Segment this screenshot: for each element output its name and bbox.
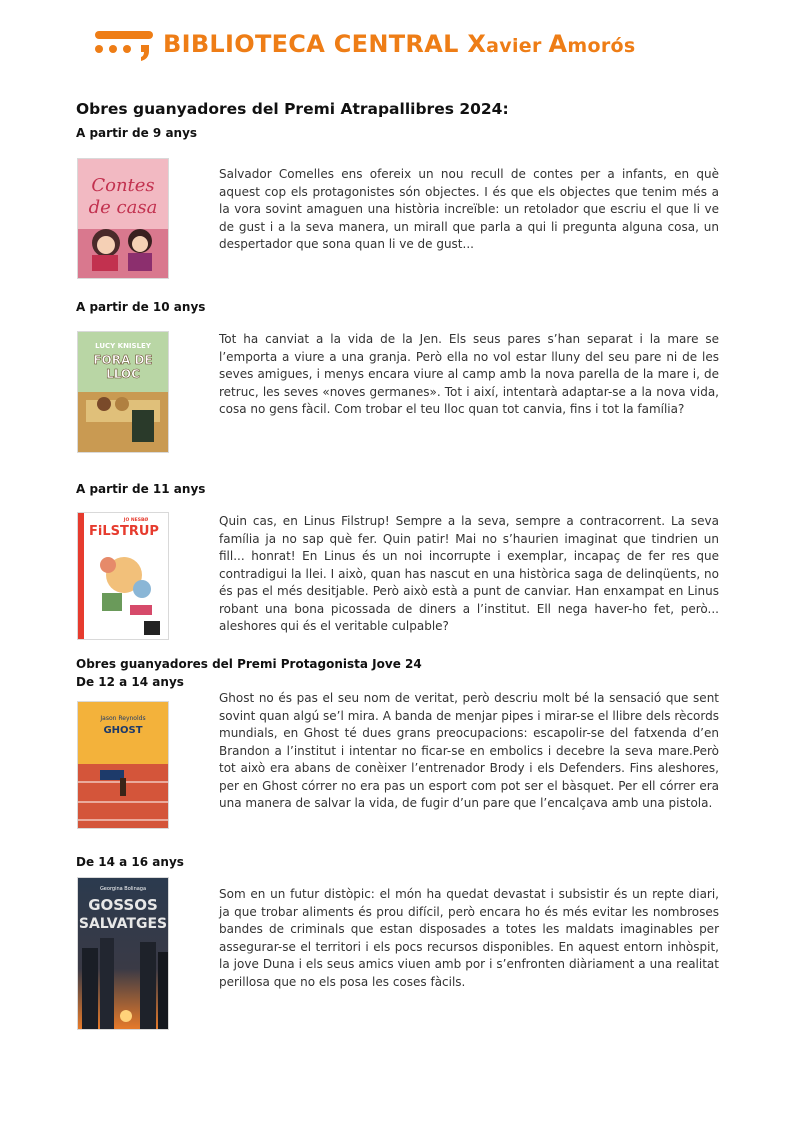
library-name: BIBLIOTECA CENTRAL Xavier Amorós [163,30,636,58]
cover-title-line-1: GOSSOS [88,896,158,914]
library-header [95,26,636,62]
cover-title-line-1: Contes [91,175,155,196]
book-description: Som en un futur distòpic: el món ha quedat devastat i subsistir és un repte diari, ja que trobar aliments és prou difícil, però encara ho és més evitar les nombroses bandes de criminals que estan disposades a totes les maldats imaginables per assegurar-se el territori i els pocs recursos disponibles. En aquest entorn inhòspit, la jove Duna i els seus amics viuen amb por i s’enfronten diàriament a una realitat perillosa que no els posa les coses fàcils. [219,887,719,989]
cover-title-line-2: LLOC [106,367,140,381]
cover-title-line-1: FORA DE [93,353,153,367]
age-heading: A partir de 10 anys [76,300,206,314]
age-heading: De 14 a 16 anys [76,855,184,869]
book-description: Tot ha canviat a la vida de la Jen. Els seus pares s’han separat i la mare se l’emporta a viure a una granja. Però ella no vol estar lluny del seu pare ni de les seves amigues, i menys encara viure al camp amb la nova parella de la mare i, de retruc, les seves «noves germanes». Tot i així, intentarà adaptar-se a la nova vida, cosa no gens fàcil. Com trobar el teu lloc quan tot canvia, fins i tot la família? [219,332,719,416]
section-title: Obres guanyadores del Premi Protagonista Jove 24 [76,657,422,671]
age-heading: A partir de 9 anys [76,126,198,140]
cover-author: JO NESBØ [123,518,149,523]
cover-author: Jason Reynolds [100,715,146,722]
cover-title-line-1: GHOST [103,725,143,736]
book-cover-filstrup [78,513,168,639]
book-description: Salvador Comelles ens ofereix un nou recull de contes per a infants, en què aquest cop els protagonistes són objectes. I és que els objectes que tenim més a la vora sovint amaguen una història increïble: un retolador que escriu el que li ve de gust i a la seva manera, un mirall que parla a qui li pregunta alguna cosa, un despertador que sona quan li ve de gust... [219,167,719,251]
book-cover-fora-de-lloc [78,332,168,452]
book-cover-contes-de-casa [78,159,168,278]
book-cover-ghost [78,702,168,828]
cover-title-line-2: SALVATGES [78,916,168,932]
age-heading: De 12 a 14 anys [76,675,184,689]
cover-title-line-1: FiLSTRUP [89,524,159,539]
age-heading: A partir de 11 anys [76,482,206,496]
cover-author: Georgina Bolinaga [99,886,147,892]
book-description: Ghost no és pas el seu nom de veritat, però descriu molt bé la sensació que sent sovint quan algú se’l mira. A banda de menjar pipes i mirar-se el llibre dels rècords mundials, en Ghost té dues grans preocupacions: escapolir-se del fatxenda d’en Brandon a l’institut i intentar no ficar-se en embolics i decebre la seva mare.Però tot això era abans de conèixer l’entrenador Brody i els Defenders. Fins aleshores, per en Ghost córrer no era pas un esport com pot ser el bàsquet. Per ell córrer era una manera de salvar la vida, de fugir d’un pare que l’encalçava amb una pistola. [219,691,719,810]
book-description: Quin cas, en Linus Filstrup! Sempre a la seva, sempre a contracorrent. La seva família ja no sap què fer. Quin patir! Mai no s’haurien imaginat que tindrien un fill... honrat! En Linus és un noi incorrupte i exemplar, incapaç de fer res que contradigui la llei. I això, quan has nascut en una històrica saga de delinqüents, no és pas el més desitjable. Però això està a punt de canviar. Han enxampat en Linus robant una bona picossada de diners a l’institut. Ell nega haver-ho fet, però... aleshores qui és el veritable culpable? [219,514,719,633]
book-cover-gossos-salvatges [78,878,168,1029]
cover-title-line-2: de casa [88,197,158,218]
page-title: Obres guanyadores del Premi Atrapallibres 2024: [76,100,509,118]
cover-author: LUCY KNISLEY [95,342,151,350]
library-logo-icon [95,27,157,61]
